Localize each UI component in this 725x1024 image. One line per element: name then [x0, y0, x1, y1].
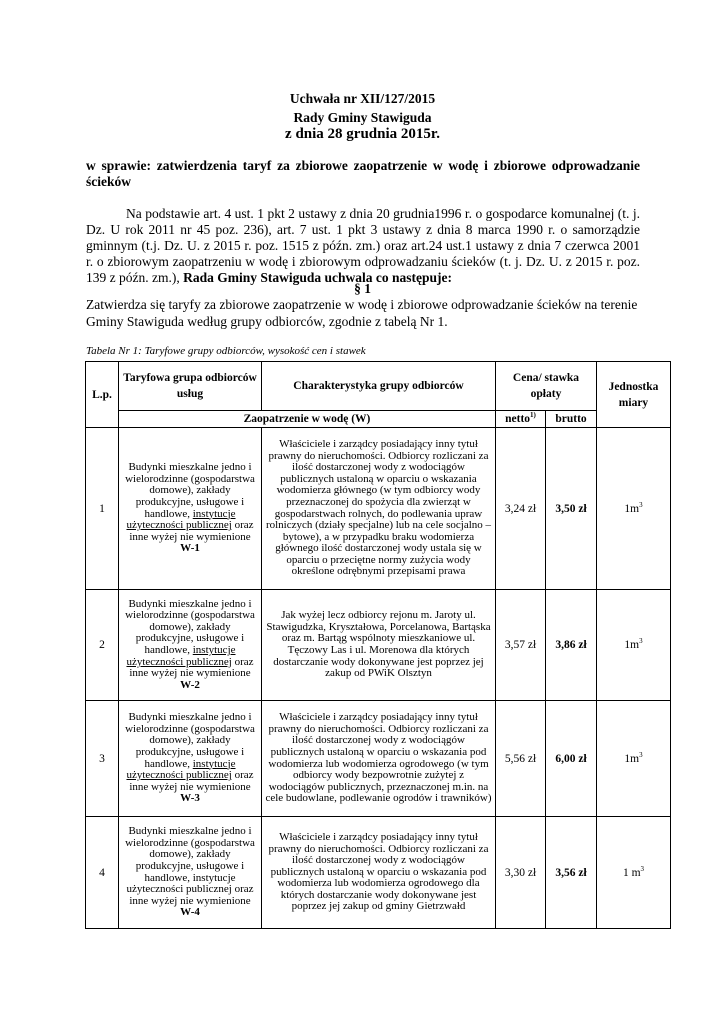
group-text: Budynki mieszkalne jedno i wielorodzinne (gospodarstwa domowe), zakłady produkcyjne, usługowe i handlowe,: [125, 711, 255, 770]
tariff-rows: [86, 428, 671, 929]
row-characteristic: Jak wyżej lecz odbiorcy rejonu m. Jaroty ul. Stawigudzka, Kryształowa, Porcelanowa, Bartąska oraz m. Bartąg wspólnoty mieszkaniowe ul. Tęczowy Las i ul. Morenowa dla których dostarczanie wody dokonywane jest poprzez jej zakup od PWiK Olsztyn: [262, 590, 496, 701]
row-brutto: 6,00 zł: [546, 701, 597, 817]
group-text-institutions: instytucje użyteczności publicznej: [126, 507, 236, 532]
row-brutto: 3,50 zł: [546, 428, 597, 590]
row-lp: 4: [86, 817, 119, 929]
unit-exponent: 3: [639, 750, 643, 759]
header-unit: Jednostka miary: [597, 362, 671, 428]
group-text-rest: oraz inne wyżej nie wymienione: [129, 769, 254, 793]
header-lp: L.p.: [86, 362, 119, 428]
group-code: W-2: [180, 678, 200, 691]
unit-text: 1m: [624, 502, 640, 515]
group-text-rest: oraz inne wyżej nie wymienione: [129, 655, 254, 680]
group-text-institutions: instytucje użyteczności publicznej: [126, 757, 236, 782]
row-group: [119, 817, 262, 929]
legal-basis: [86, 206, 640, 286]
resolution-number: Uchwała nr XII/127/2015: [289, 91, 436, 106]
unit-exponent: 3: [639, 500, 643, 509]
row-lp: 1: [86, 428, 119, 590]
group-text: Budynki mieszkalne jedno i wielorodzinne (gospodarstwa domowe), zakłady produkcyjne, usługowe i handlowe,: [125, 461, 255, 520]
group-text-rest: oraz inne wyżej nie wymienione: [129, 519, 254, 543]
section-water-supply: Zaopatrzenie w wodę (W): [119, 411, 496, 428]
header-price: Cena/ stawka opłaty: [496, 362, 597, 411]
row-group: [119, 701, 262, 817]
council-name: Rady Gminy Stawiguda: [293, 110, 432, 125]
group-text-institutions: instytucje użyteczności publicznej: [126, 644, 236, 668]
row-netto: 3,24 zł: [496, 428, 546, 590]
row-group: [119, 428, 262, 590]
resolution-subject: w sprawie: zatwierdzenia taryf za zbiorowe zaopatrzenie w wodę i zbiorowe odprowadzanie ścieków: [86, 158, 640, 189]
row-netto: 3,57 zł: [496, 590, 546, 701]
row-unit: [597, 817, 671, 929]
row-brutto: 3,56 zł: [546, 817, 597, 929]
row-netto: 5,56 zł: [496, 701, 546, 817]
row-lp: 2: [86, 590, 119, 701]
group-code: W-1: [180, 542, 200, 555]
table-caption: Tabela Nr 1: Taryfowe grupy odbiorców, wysokość cen i stawek: [86, 345, 366, 357]
header-characteristic: Charakterystyka grupy odbiorców: [262, 362, 496, 411]
resolution-date: z dnia 28 grudnia 2015r.: [285, 126, 440, 142]
footnote-marker: 1): [530, 411, 536, 420]
unit-exponent: 3: [639, 637, 643, 646]
unit-text: 1 m: [622, 866, 641, 879]
header-netto-label: netto: [505, 413, 531, 425]
unit-text: 1m: [624, 752, 640, 765]
group-code: W-4: [180, 906, 200, 919]
row-characteristic: Właściciele i zarządcy posiadający inny tytuł prawny do nieruchomości. Odbiorcy rozliczani za ilość dostarczonej wody z wodociągów publicznych ustaloną w oparciu o wskazania pod wodomierza lub wodomierza ogrodowego dla których dostarczanie wody dokonywane jest poprzez jej zakup od gminy Gietrzwałd: [262, 817, 496, 929]
row-characteristic: Właściciele i zarządcy posiadający inny tytuł prawny do nieruchomości. Odbiorcy rozliczani za ilość dostarczonej wody z wodociągów publicznych ustaloną w oparciu o wskazania pod wodomierza lub wodomierza ogrodowego (w tym odbiorcy wody bezpowrotnie zużytej z wodociągów publicznych, przeznaczonej m.in. na cele budowlane, podlewanie ogrodów i trawników): [262, 701, 496, 817]
row-unit: [597, 428, 671, 590]
section-heading: § 1: [354, 281, 371, 296]
row-unit: [597, 701, 671, 817]
header-netto: [496, 411, 546, 428]
table-row: [86, 590, 671, 701]
unit-text: 1m: [624, 639, 640, 651]
table-row: [86, 428, 671, 590]
row-characteristic: Właściciele i zarządcy posiadający inny tytuł prawny do nieruchomości. Odbiorcy rozliczani za ilość dostarczonej wody z wodociągów publicznych ustaloną w oparciu o wskazania wodomierza głównego (w tym odbiorcy wody przeznaczonej do spożycia dla zwierząt w gospodarstwach rolnych, do podlewania upraw rolniczych (działy specjalne) lub na cele socjalno – bytowe), a w przypadku braku wodomierza głównego ilość dostarczonej wody ustala się w oparciu o przeciętne normy zużycia wody określone odrębnymi przepisami prawa: [262, 428, 496, 590]
table-row: [86, 701, 671, 817]
group-text: Budynki mieszkalne jedno i wielorodzinne (gospodarstwa domowe), zakłady produkcyjne, usługowe i handlowe,: [125, 597, 255, 656]
table-row: [86, 817, 671, 929]
group-text: Budynki mieszkalne jedno i wielorodzinne (gospodarstwa domowe), zakłady produkcyjne, usługowe i handlowe,: [125, 825, 255, 884]
row-group: [119, 590, 262, 701]
resolution-text: Zatwierdza się taryfy za zbiorowe zaopatrzenie w wodę i zbiorowe odprowadzanie ścieków na terenie Gminy Stawiguda według grupy odbiorców, zgodnie z tabelą Nr 1.: [86, 297, 638, 329]
row-netto: 3,30 zł: [496, 817, 546, 929]
unit-exponent: 3: [640, 864, 645, 873]
group-text-institutions: instytucje użyteczności publicznej: [126, 871, 236, 896]
row-brutto: 3,86 zł: [546, 590, 597, 701]
legal-basis-text: Na podstawie art. 4 ust. 1 pkt 2 ustawy z dnia 20 grudnia1996 r. o gospodarce komunalnej (t. j. Dz. U rok 2011 nr 45 poz. 236), art. 7 ust. 1 pkt 3 ustawy z dnia 8 marca 1990 r. o samorządzie gminnym (t.j. Dz. U. z 2015 r. poz. 1515 z późn. zm.) oraz art.24 ust.1 ustawy z dnia 7 czerwca 2001 r. o zbiorowym zaopatrzeniu w wodę i zbiorowym odprowadzaniu ścieków (t. j. Dz. U. z 2015 r. poz. 139 z późn. zm.),: [86, 206, 640, 285]
header-group: Taryfowa grupa odbiorców usług: [119, 362, 262, 411]
row-lp: 3: [86, 701, 119, 817]
group-code: W-3: [180, 792, 200, 805]
row-unit: [597, 590, 671, 701]
tariff-table: [85, 361, 671, 929]
header-brutto: brutto: [546, 411, 597, 428]
group-text-rest: oraz inne wyżej nie wymienione: [129, 883, 254, 907]
legal-basis-conclusion: Rada Gminy Stawiguda uchwala co następuje:: [183, 270, 453, 285]
